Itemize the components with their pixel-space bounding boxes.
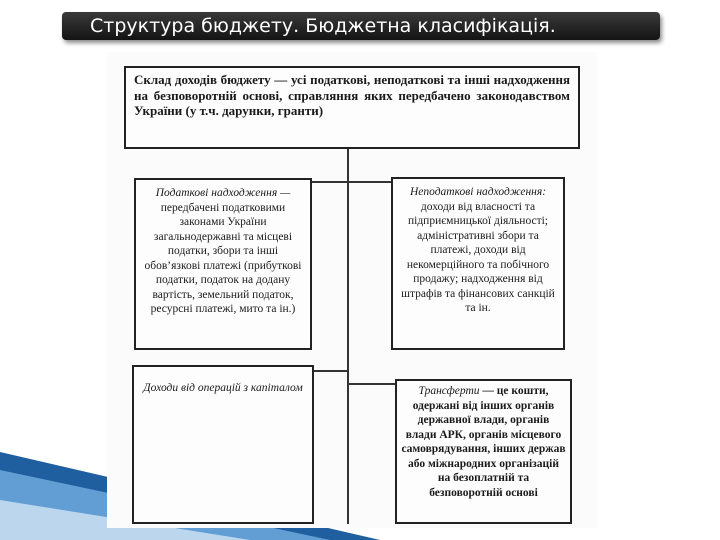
tax-revenue-box <box>134 178 312 350</box>
tax-revenue-heading: Податкові надходження — <box>155 187 291 199</box>
non-tax-revenue-heading: Неподаткові надходження: <box>409 186 547 198</box>
non-tax-revenue-box <box>391 177 565 350</box>
budget-revenue-composition-text: Склад доходів бюджету — усі податкові, неподаткові та інші надходження на безповоротній основі, справляння яких передбачено законодавством України (у т.ч. дарунки, гранти) <box>134 72 570 118</box>
slide-title: Структура бюджету. Бюджетна класифікація. <box>62 12 660 40</box>
capital-operations-heading: Доходи від операцій з капіталом <box>143 382 303 394</box>
transfers-heading: Трансферти <box>418 385 480 397</box>
connector-left-bottom <box>314 370 347 372</box>
transfers-box <box>395 379 572 524</box>
transfers-text: — це кошти, одержані від інших органів державної влади, органів влади АРК, органів місцевого самоврядування, інших держав або міжнародних організацій на безоплатній та безповоротній основі <box>401 385 566 499</box>
non-tax-revenue-text: доходи від власності та підприємницької діяльності; адміністративні збори та платежі, доходи від некомерційного та побічного продажу; надходження від штрафів та фінансових санкцій та ін. <box>401 200 555 314</box>
capital-operations-box <box>132 365 314 524</box>
connector-right-top <box>349 181 391 183</box>
budget-revenue-composition-box <box>124 66 580 149</box>
connector-vertical-main <box>347 149 349 524</box>
connector-right-bottom <box>349 383 395 385</box>
connector-left-top <box>312 181 347 183</box>
tax-revenue-text: передбачені податковими законами України загальнодержавні та місцеві податки, збори та інші обов’язкові платежі (прибуткові податки, податок на додану вартість, земельний податок, ресурсні платежі, мито та ін.) <box>144 201 302 315</box>
